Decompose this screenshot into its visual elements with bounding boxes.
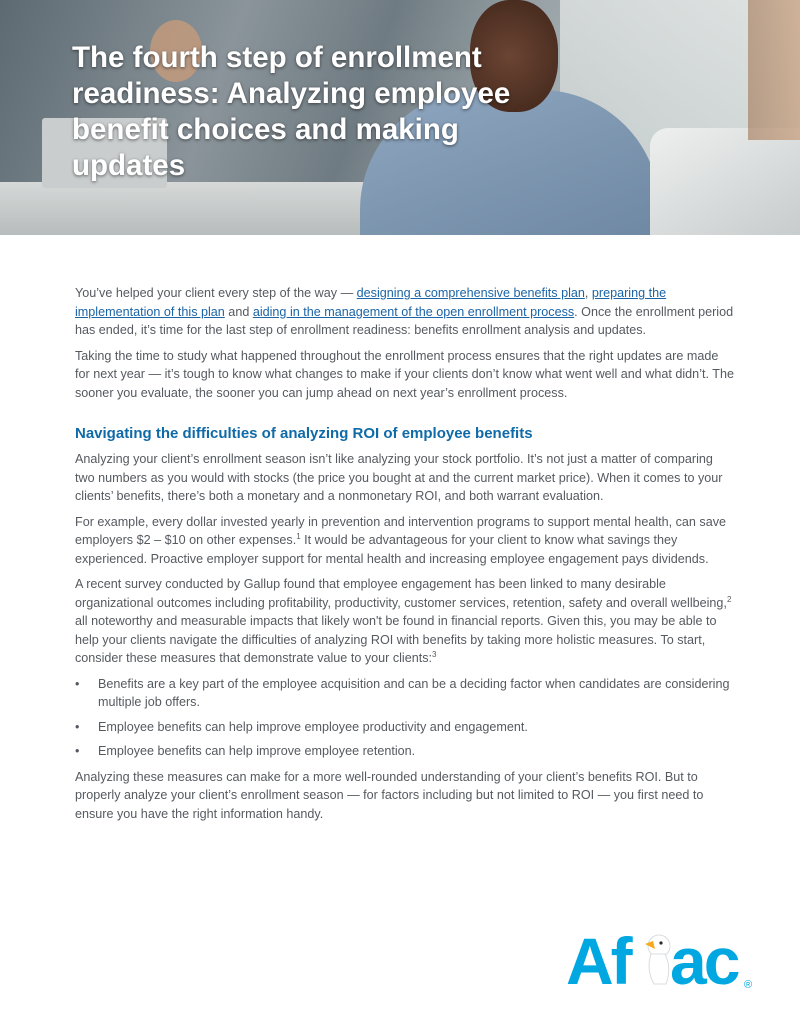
section-paragraph-1: Analyzing your client’s enrollment season isn’t like analyzing your stock portfolio. It’s not just a matter of comparing two numbers as you would with stocks (the price you bought at and the current market price). When it comes to your clients’ benefits, there’s both a monetary and a nonmonetary ROI, and both warrant evaluation. <box>75 452 723 503</box>
intro-paragraph-2: Taking the time to study what happened throughout the enrollment process ensures that the right updates are made for next year — it’s tough to know what changes to make if your clients don’t know what went well and what didn’t. The sooner you evaluate, the sooner you can jump ahead on next year’s enrollment process. <box>75 348 734 400</box>
intro-text: You’ve helped your client every step of the way — <box>75 286 357 300</box>
article-body <box>75 284 735 830</box>
aflac-logo <box>566 924 758 992</box>
hero-shelf <box>748 0 800 140</box>
measures-list <box>75 675 735 761</box>
list-item <box>75 742 735 761</box>
section-paragraph-3 <box>75 575 735 668</box>
intro-separator: , <box>584 286 592 300</box>
paragraph-text: For example, every dollar invested yearly in prevention and intervention programs to support mental health, can save employers $2 – $10 on other expenses. <box>75 514 727 547</box>
paragraph-text: A recent survey conducted by Gallup found that employee engagement has been linked to many desirable organizational outcomes including profitability, productivity, customer services, retention, safety and overall wellbeing, <box>75 577 727 610</box>
paragraph-text: all noteworthy and measurable impacts that likely won't be found in financial reports. Given this, you may be able to help your clients navigate the difficulties of analyzing ROI with benefits by taking more holistic measures. To start, consider these measures that demonstrate value to your clients: <box>75 614 717 665</box>
link-preparing-implementation[interactable]: preparing the implementation of this plan <box>75 286 667 319</box>
list-item-text: Employee benefits can help improve employee productivity and engagement. <box>98 719 528 734</box>
list-item-text: Employee benefits can help improve employee retention. <box>98 744 416 758</box>
hero-laptop-right <box>650 128 800 235</box>
section-paragraph-2 <box>75 513 735 569</box>
list-item <box>75 718 735 737</box>
link-designing-benefits-plan[interactable]: designing a comprehensive benefits plan <box>356 286 585 300</box>
section-paragraph-4: Analyzing these measures can make for a more well-rounded understanding of your client’s benefits ROI. But to properly analyze your client’s enrollment season — for factors including but not limited to ROI — you first need to ensure you have the right information handy. <box>75 769 704 821</box>
paragraph-text: It would be advantageous for your client to know what savings they experienced. Proactive employer support for mental health and increasing employee engagement pays dividends. <box>75 533 709 566</box>
intro-text-end: . Once the enrollment period has ended, it’s time for the last step of enrollment readiness: benefits enrollment analysis and updates. <box>75 304 734 337</box>
footnote-ref-3: 3 <box>432 650 437 659</box>
intro-paragraph <box>75 284 735 340</box>
section-heading: Navigating the difficulties of analyzing ROI of employee benefits <box>75 425 533 442</box>
footnote-ref-2: 2 <box>726 594 732 604</box>
list-item-text: Benefits are a key part of the employee acquisition and can be a deciding factor when candidates are considering multiple job offers. <box>98 676 730 709</box>
logo-text-left: Af <box>566 924 630 992</box>
page-title: The fourth step of enrollment readiness: Analyzing employee benefit choices and making updates <box>72 41 511 182</box>
logo-text-right: ac <box>670 924 738 992</box>
bullet: • <box>75 676 80 691</box>
footnote-ref-1: 1 <box>296 532 301 541</box>
bullet: • <box>75 744 80 758</box>
list-item <box>75 675 735 712</box>
duck-icon <box>645 935 670 984</box>
intro-separator: and <box>224 304 253 319</box>
hero-banner <box>0 0 800 235</box>
bullet: • <box>75 719 80 734</box>
registered-mark: ® <box>744 979 753 991</box>
link-aiding-open-enrollment[interactable]: aiding in the management of the open enrollment process <box>252 304 575 319</box>
